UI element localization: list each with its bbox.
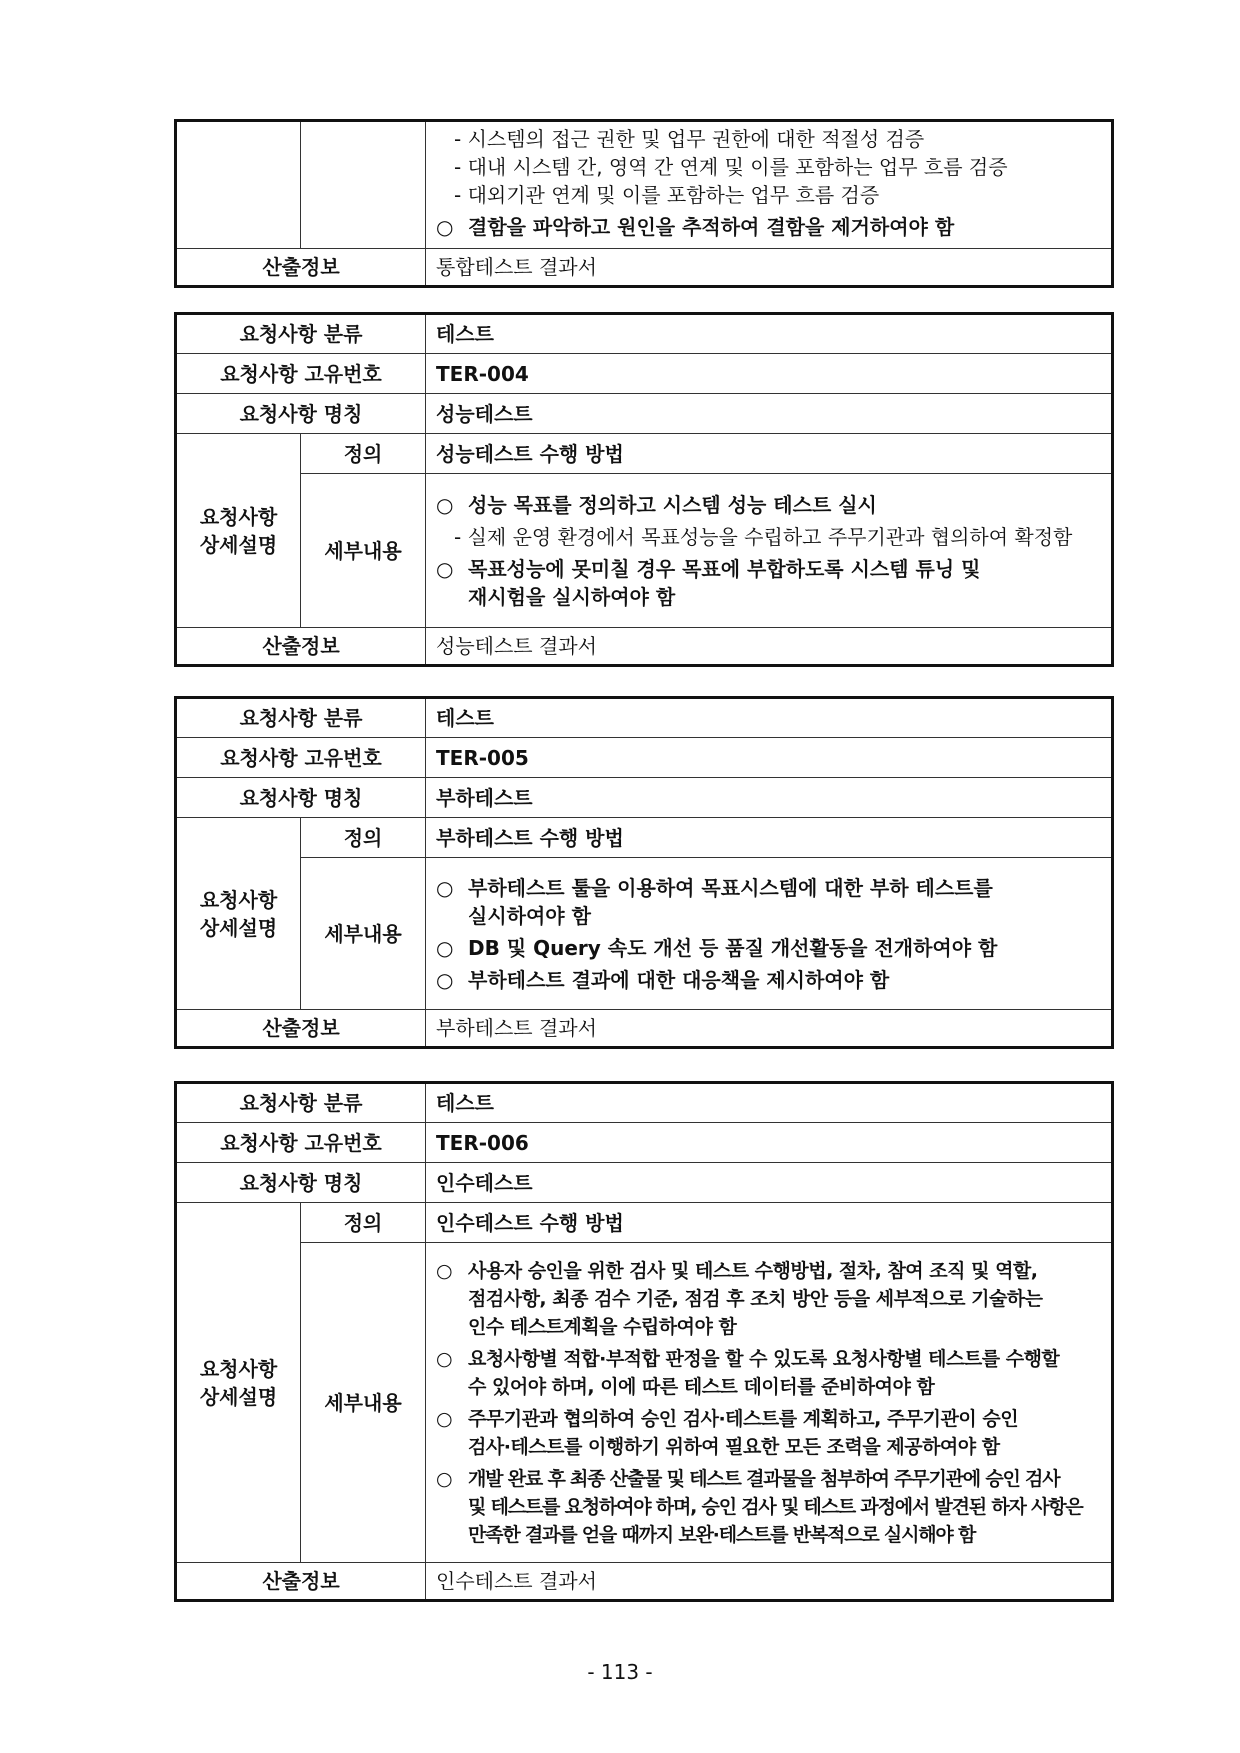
output-value: 성능테스트 결과서 bbox=[426, 628, 1113, 666]
requirement-table-ter-006 bbox=[174, 1081, 1114, 1602]
id-value: TER-005 bbox=[426, 738, 1113, 778]
definition-value: 성능테스트 수행 방법 bbox=[426, 434, 1113, 474]
circle-bullet-icon: ○ bbox=[436, 1467, 452, 1490]
name-label: 요청사항 명칭 bbox=[176, 778, 426, 818]
details-cell bbox=[426, 858, 1113, 1010]
definition-label: 정의 bbox=[301, 434, 426, 474]
category-label: 요청사항 분류 bbox=[176, 698, 426, 738]
name-value: 성능테스트 bbox=[426, 394, 1113, 434]
details-label: 세부내용 bbox=[301, 858, 426, 1010]
output-value: 부하테스트 결과서 bbox=[426, 1010, 1113, 1048]
name-value: 인수테스트 bbox=[426, 1163, 1113, 1203]
output-label: 산출정보 bbox=[176, 249, 426, 287]
circle-bullet-icon: ○ bbox=[436, 1407, 453, 1430]
empty-cell bbox=[301, 121, 426, 249]
circle-bullet-icon: ○ bbox=[436, 1259, 453, 1282]
continuation-table bbox=[174, 119, 1114, 288]
details-label: 세부내용 bbox=[301, 474, 426, 628]
circle-bullet-icon: ○ bbox=[436, 875, 454, 900]
circle-bullet-icon: ○ bbox=[436, 215, 454, 239]
circle-bullet-icon: ○ bbox=[436, 967, 454, 992]
requirement-table-ter-004 bbox=[174, 312, 1114, 667]
dash-line: - 실제 운영 환경에서 목표성능을 수립하고 주무기관과 협의하여 확정함 bbox=[454, 524, 1073, 549]
category-value: 테스트 bbox=[426, 1083, 1113, 1123]
category-value: 테스트 bbox=[426, 698, 1113, 738]
dash-line: - 대외기관 연계 및 이를 포함하는 업무 흐름 검증 bbox=[454, 183, 880, 207]
id-value: TER-006 bbox=[426, 1123, 1113, 1163]
circle-item: ○ 결함을 파악하고 원인을 추적하여 결함을 제거하여야 함 bbox=[436, 215, 955, 239]
output-label: 산출정보 bbox=[176, 628, 426, 666]
circle-bullet-icon: ○ bbox=[436, 556, 454, 581]
id-label: 요청사항 고유번호 bbox=[176, 1123, 426, 1163]
circle-item: ○ 사용자 승인을 위한 검사 및 테스트 수행방법, 절차, 참여 조직 및 역할, 점검사항, 최종 검수 기준, 점검 후 조치 방안 등을 세부적으로 기술하는 인수 테스트계획을 수립하여야 함 bbox=[436, 1257, 1101, 1341]
category-label: 요청사항 분류 bbox=[176, 314, 426, 354]
circle-item: ○ 요청사항별 적합·부적합 판정을 할 수 있도록 요청사항별 테스트를 수행할 수 있어야 하며, 이에 따른 테스트 데이터를 준비하여야 함 bbox=[436, 1345, 1101, 1401]
definition-label: 정의 bbox=[301, 818, 426, 858]
definition-label: 정의 bbox=[301, 1203, 426, 1243]
detail-label: 요청사항 상세설명 bbox=[176, 434, 301, 628]
page-number: - 113 - bbox=[587, 1660, 653, 1684]
detail-label: 요청사항 상세설명 bbox=[176, 818, 301, 1010]
circle-item: ○ 부하테스트 결과에 대한 대응책을 제시하여야 함 bbox=[436, 967, 890, 992]
circle-bullet-icon: ○ bbox=[436, 935, 454, 960]
output-value: 통합테스트 결과서 bbox=[426, 249, 1113, 287]
detail-label: 요청사항 상세설명 bbox=[176, 1203, 301, 1563]
name-label: 요청사항 명칭 bbox=[176, 1163, 426, 1203]
details-cell bbox=[426, 1243, 1113, 1563]
circle-item: ○ 부하테스트 툴을 이용하여 목표시스템에 대한 부하 테스트를 실시하여야 함 bbox=[436, 875, 993, 928]
output-value: 인수테스트 결과서 bbox=[426, 1563, 1113, 1601]
circle-item: ○ 성능 목표를 정의하고 시스템 성능 테스트 실시 bbox=[436, 492, 877, 517]
circle-bullet-icon: ○ bbox=[436, 492, 454, 517]
details-cell bbox=[426, 121, 1113, 249]
circle-item: ○ DB 및 Query 속도 개선 등 품질 개선활동을 전개하여야 함 bbox=[436, 935, 998, 960]
details-cell bbox=[426, 474, 1113, 628]
circle-item: ○ 개발 완료 후 최종 산출물 및 테스트 결과물을 첨부하여 주무기관에 승인 검사 및 테스트를 요청하여야 하며, 승인 검사 및 테스트 과정에서 발견된 하자 사항은 만족한 결과를 얻을 때까지 보완·테스트를 반복적으로 실시해야 함 bbox=[436, 1465, 1101, 1549]
id-value: TER-004 bbox=[426, 354, 1113, 394]
details-label: 세부내용 bbox=[301, 1243, 426, 1563]
category-value: 테스트 bbox=[426, 314, 1113, 354]
name-label: 요청사항 명칭 bbox=[176, 394, 426, 434]
name-value: 부하테스트 bbox=[426, 778, 1113, 818]
definition-value: 인수테스트 수행 방법 bbox=[426, 1203, 1113, 1243]
requirement-table-ter-005 bbox=[174, 696, 1114, 1049]
id-label: 요청사항 고유번호 bbox=[176, 354, 426, 394]
circle-item: ○ 주무기관과 협의하여 승인 검사·테스트를 계획하고, 주무기관이 승인 검사·테스트를 이행하기 위하여 필요한 모든 조력을 제공하여야 함 bbox=[436, 1405, 1101, 1461]
empty-cell bbox=[176, 121, 301, 249]
id-label: 요청사항 고유번호 bbox=[176, 738, 426, 778]
output-label: 산출정보 bbox=[176, 1010, 426, 1048]
output-label: 산출정보 bbox=[176, 1563, 426, 1601]
dash-line: - 시스템의 접근 권한 및 업무 권한에 대한 적절성 검증 bbox=[454, 127, 925, 151]
category-label: 요청사항 분류 bbox=[176, 1083, 426, 1123]
circle-item: ○ 목표성능에 못미칠 경우 목표에 부합하도록 시스템 튜닝 및 재시험을 실시하여야 함 bbox=[436, 556, 981, 609]
circle-bullet-icon: ○ bbox=[436, 1347, 453, 1370]
definition-value: 부하테스트 수행 방법 bbox=[426, 818, 1113, 858]
dash-line: - 대내 시스템 간, 영역 간 연계 및 이를 포함하는 업무 흐름 검증 bbox=[454, 155, 1008, 179]
